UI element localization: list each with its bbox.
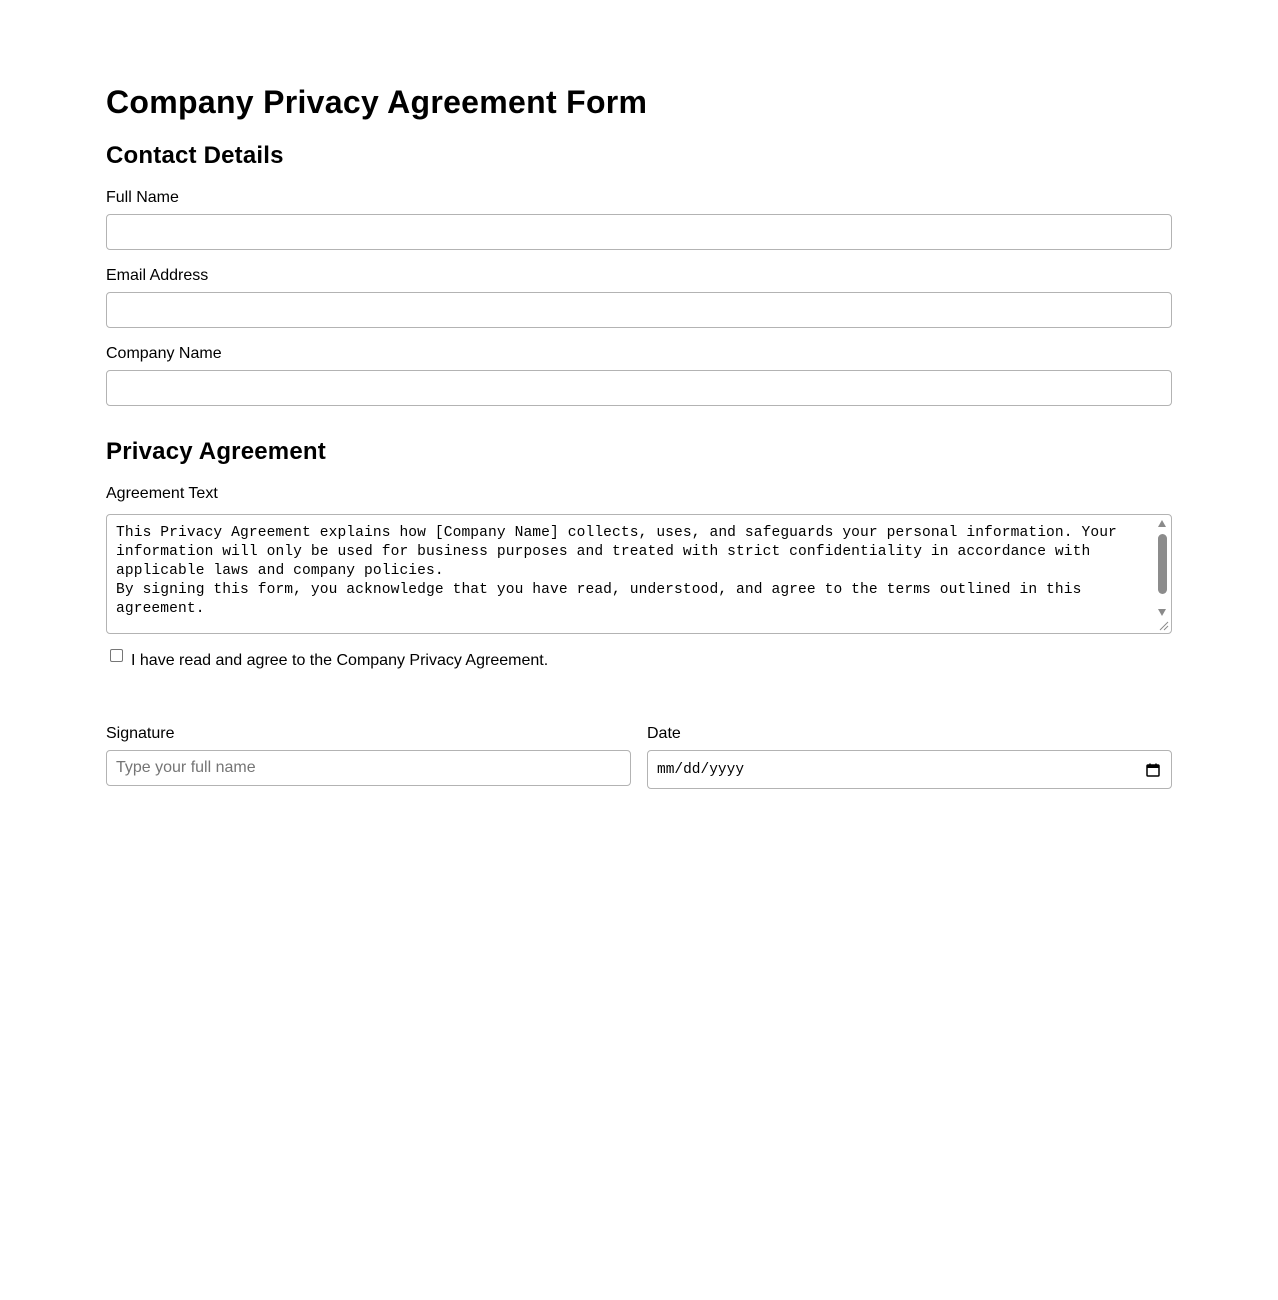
date-label: Date (647, 725, 681, 742)
contact-details-heading: Contact Details (106, 142, 284, 169)
agreement-text-content: This Privacy Agreement explains how [Company Name] collects, uses, and safeguards your personal information. Your information will only be used for business purposes and treated with strict confidentiality in accordance with applicable laws and company policies. By signing this form, you acknowledge that you have read, understood, and agree to the terms outlined in this agreement. (116, 525, 1117, 617)
agree-checkbox[interactable] (110, 649, 123, 662)
calendar-icon[interactable] (1145, 762, 1161, 778)
scroll-down-arrow-icon[interactable] (1158, 609, 1166, 616)
signature-label: Signature (106, 725, 175, 742)
company-name-label: Company Name (106, 345, 222, 362)
scroll-thumb[interactable] (1158, 534, 1167, 594)
email-address-label: Email Address (106, 267, 209, 284)
full-name-label: Full Name (106, 189, 179, 206)
agreement-textarea[interactable] (106, 514, 1172, 634)
company-name-input[interactable] (106, 370, 1172, 406)
date-placeholder: mm/dd/yyyy (657, 762, 745, 778)
privacy-agreement-heading: Privacy Agreement (106, 438, 326, 465)
agreement-text-label: Agreement Text (106, 485, 218, 502)
page-title: Company Privacy Agreement Form (106, 84, 648, 120)
full-name-input[interactable] (106, 214, 1172, 250)
agree-checkbox-label[interactable]: I have read and agree to the Company Privacy Agreement. (131, 652, 549, 669)
email-address-input[interactable] (106, 292, 1172, 328)
scroll-up-arrow-icon[interactable] (1158, 520, 1166, 527)
signature-input[interactable] (106, 750, 631, 786)
resize-handle-icon[interactable] (1158, 620, 1169, 631)
agreement-scrollbar[interactable] (1155, 517, 1170, 617)
date-input[interactable] (647, 750, 1172, 789)
